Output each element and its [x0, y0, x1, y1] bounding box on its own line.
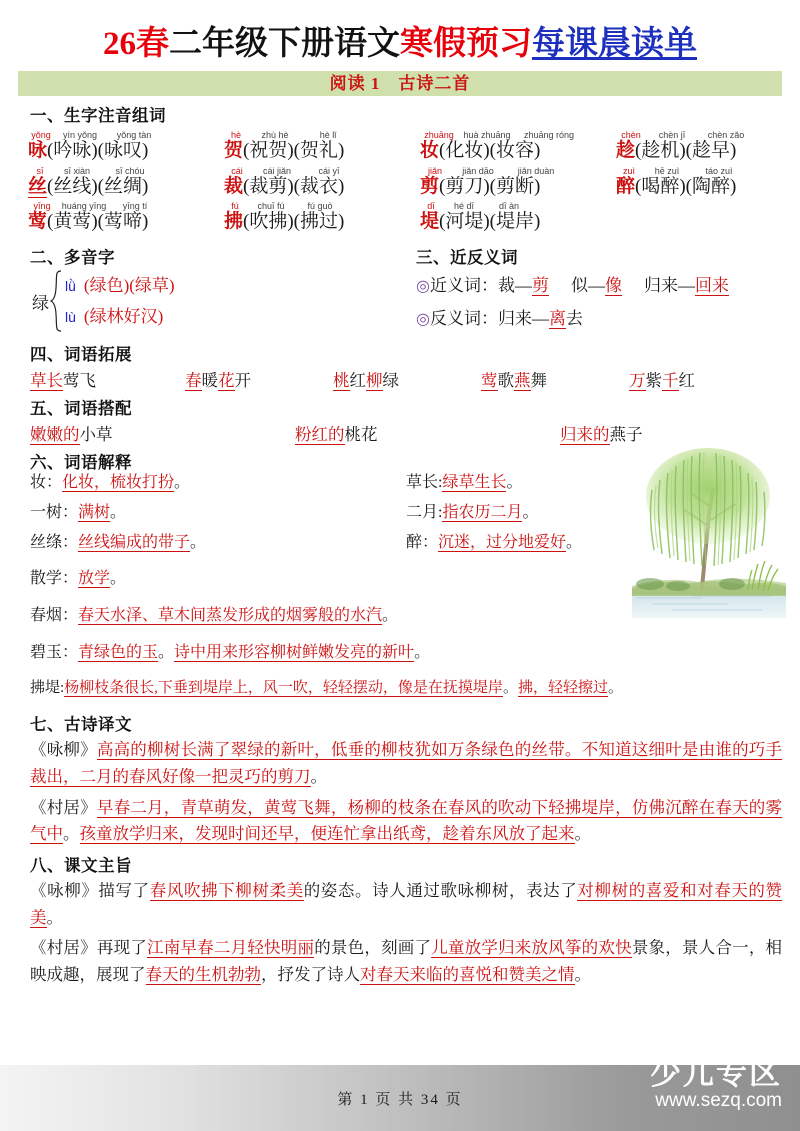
theme-period: 。 — [46, 907, 63, 927]
translation-text: 高高的柳树长满了翠绿的新叶，低垂的柳枝犹如万条绿色的丝带。不知道这细叶是由谁的巧手裁出，二月的春风好像一把灵巧的剪刀 — [30, 740, 783, 786]
page-number: 第 1 页 共 34 页 — [337, 1092, 463, 1108]
pinyin-word2: hè lǐ — [319, 130, 337, 141]
translation-text: 早春二月，青草萌发，黄莺飞舞，杨柳的枝条在春风的吹动下轻拂堤岸，仿佛沉醉在春天的雾气中 — [30, 797, 783, 844]
polyphone-group — [32, 270, 410, 332]
hanzi-line — [224, 140, 420, 161]
section-heading-7: 七、古诗译文 — [30, 716, 132, 735]
head-char: 拂 — [224, 210, 244, 232]
pinyin-word1: yín yǒng — [62, 130, 98, 141]
pinyin-word1: huà zhuāng — [463, 130, 511, 141]
definition-item — [30, 565, 782, 588]
pinyin-row — [28, 128, 782, 161]
pinyin-word1: cái jiǎn — [262, 165, 291, 176]
pinyin-word1: chuī fú — [257, 200, 285, 211]
definition-period: 。 — [522, 504, 539, 522]
collocation-item — [560, 421, 643, 445]
definition-item — [30, 676, 782, 697]
pinyin-head: hè — [230, 130, 241, 141]
theme-text: 的景色，刻画了 — [314, 938, 432, 958]
hanzi-line — [420, 140, 616, 161]
collocation-list — [30, 421, 782, 445]
idiom-part-red2: 千 — [662, 371, 679, 391]
definition-text: 满树 — [78, 504, 111, 522]
hanzi-line — [28, 211, 224, 232]
word1: (趁机) — [635, 140, 686, 162]
hanzi-line — [28, 140, 224, 161]
idiom-part-red2: 花 — [218, 371, 235, 391]
pinyin-word2: chèn zǎo — [707, 130, 745, 141]
pinyin-head: zuì — [622, 165, 635, 176]
word2: (莺啼) — [97, 210, 149, 232]
idiom-part-black2: 开 — [234, 371, 251, 391]
idiom-part-black2: 舞 — [530, 371, 547, 391]
translation-paragraph — [30, 795, 782, 848]
pinyin-word2: jiǎn duàn — [517, 165, 555, 176]
synonym-a: 似 — [570, 276, 588, 296]
idiom-item — [185, 367, 333, 391]
idiom-part-red2: 燕 — [514, 371, 531, 391]
pinyin-head: cái — [231, 165, 243, 176]
pinyin-word2: dī àn — [498, 200, 520, 211]
theme-text: 景象，景人合一，相映成趣，展现了 — [30, 938, 783, 985]
word2: (拂过) — [293, 210, 345, 232]
poem-title: 《村居》 — [30, 938, 97, 958]
pinyin-line — [224, 164, 420, 176]
definition-item — [406, 535, 782, 551]
title-part-grade: 二年级下册语文 — [169, 26, 400, 62]
definition-term: 拂堤: — [30, 680, 65, 697]
collocation-item — [295, 421, 560, 445]
definition-item — [30, 475, 406, 491]
lesson-banner: 阅读 1 古诗二首 — [18, 71, 782, 96]
definition-term: 丝绦： — [30, 534, 79, 552]
head-char: 剪 — [420, 175, 440, 197]
pinyin-head: sī — [36, 165, 44, 176]
translation-period: 。 — [63, 824, 80, 844]
definition-term: 一树： — [30, 504, 79, 522]
idiom-item — [481, 367, 629, 391]
synonym-row: ◎近义词：裁—剪 似—像 归来—回来 — [416, 276, 729, 296]
word2: (贺礼) — [293, 140, 345, 162]
pinyin-line — [224, 128, 420, 140]
pinyin-word2: fú guò — [307, 200, 333, 211]
hanzi-line — [616, 140, 754, 161]
head-char: 醉 — [616, 175, 636, 197]
hanzi-line — [616, 176, 746, 197]
definition-item — [406, 505, 782, 521]
definition-term: 草长: — [406, 474, 443, 492]
word2: (咏叹) — [97, 140, 149, 162]
theme-text: 再现了 — [96, 938, 148, 958]
pinyin-word2: sī chóu — [115, 165, 145, 176]
definition-period: 。 — [190, 534, 207, 552]
polyphone-words: (绿林好汉) — [83, 307, 164, 327]
antonym-a: 归来 — [497, 309, 532, 329]
synonym-a: 裁 — [497, 276, 515, 296]
synonym-b: 像 — [604, 276, 622, 296]
idiom-part-red: 莺 — [481, 371, 498, 391]
section-heading-2: 二、多音字 — [30, 249, 115, 268]
pinyin-item — [224, 128, 420, 161]
word2: (裁衣) — [293, 175, 345, 197]
section-heading-4: 四、词语拓展 — [30, 346, 132, 365]
theme-period: 。 — [574, 965, 591, 985]
poem-title: 《咏柳》 — [30, 740, 97, 760]
collocation-modifier: 粉红的 — [295, 425, 345, 445]
head-char: 莺 — [28, 210, 48, 232]
idiom-item — [629, 367, 695, 391]
pinyin-head: chèn — [621, 130, 641, 141]
head-char: 裁 — [224, 175, 244, 197]
word2: (陶醉) — [685, 175, 737, 197]
definition-text: 青绿色的玉 — [78, 644, 159, 662]
page-title — [0, 0, 800, 62]
polyphone-entry — [65, 270, 175, 301]
synonym-b: 回来 — [694, 276, 729, 296]
word2: (妆容) — [489, 140, 541, 162]
pinyin-item — [28, 128, 224, 161]
word1: (吟咏) — [47, 140, 98, 162]
definition-item — [406, 475, 782, 491]
pinyin-item — [616, 164, 746, 197]
word1: (喝醉) — [635, 175, 686, 197]
idiom-part-black: 歌 — [497, 371, 514, 391]
head-char: 丝 — [28, 175, 48, 197]
theme-paragraph — [30, 935, 782, 988]
pinyin-line — [420, 128, 616, 140]
pinyin-item — [224, 199, 420, 232]
hanzi-line — [420, 176, 616, 197]
pinyin-row — [28, 164, 782, 197]
pinyin-item — [616, 128, 754, 161]
pinyin-item — [420, 128, 616, 161]
word1: (丝线) — [47, 175, 98, 197]
definition-text: 丝线编成的带子 — [78, 534, 191, 552]
definition-text: 沉迷，过分地爱好 — [438, 534, 567, 552]
pinyin-head: fú — [231, 200, 239, 211]
pinyin-word1: huáng yīng — [61, 200, 107, 211]
definition-period-2: 。 — [414, 644, 431, 662]
synonym-label: 近义词： — [429, 276, 498, 296]
collocation-noun: 桃花 — [344, 425, 378, 445]
definition-period: 。 — [158, 644, 175, 662]
definition-period: 。 — [506, 474, 523, 492]
collocation-noun: 小草 — [79, 425, 113, 445]
theme-highlight: 春风吹拂下柳树柔美 — [149, 880, 304, 900]
definition-text: 化妆，梳妆打扮 — [62, 474, 175, 492]
section-heading-1: 一、生字注音组词 — [30, 107, 166, 126]
bullet-icon: ◎ — [416, 311, 430, 329]
idiom-part-black2: 绿 — [382, 371, 399, 391]
word2: (丝绸) — [97, 175, 149, 197]
pinyin-line — [420, 164, 616, 176]
definition-period: 。 — [110, 570, 127, 588]
pinyin-word1: jiǎn dāo — [462, 165, 494, 176]
pinyin-line — [28, 199, 224, 211]
polyphone-words: (绿色)(绿草) — [83, 276, 175, 296]
pinyin-head: yǒng — [31, 130, 51, 141]
word2: (剪断) — [489, 175, 541, 197]
section-heading-5: 五、词语搭配 — [30, 400, 132, 419]
word1: (裁剪) — [243, 175, 294, 197]
theme-text: ，抒发了诗人 — [261, 965, 360, 985]
definition-text-2: 诗中用来形容柳树鲜嫩发亮的新叶 — [174, 644, 415, 662]
definition-text: 杨柳枝条很长,下垂到堤岸上，风一吹，轻轻摆动，像是在抚摸堤岸 — [64, 680, 503, 697]
word1: (化妆) — [439, 140, 490, 162]
pinyin-line — [616, 164, 746, 176]
pinyin-word1: hé dī — [453, 200, 475, 211]
idiom-part-black: 红 — [349, 371, 366, 391]
pinyin-word2: yīng tí — [122, 200, 148, 211]
watermark-url: www.sezq.com — [655, 1090, 782, 1112]
theme-paragraph — [30, 878, 782, 931]
word2: (趁早) — [685, 140, 737, 162]
brace-icon — [50, 270, 63, 332]
word1: (河堤) — [439, 210, 490, 232]
definition-period: 。 — [502, 680, 518, 697]
idiom-part-red: 春 — [185, 371, 202, 391]
pinyin-word2: táo zuì — [705, 165, 733, 176]
definition-term: 春烟： — [30, 607, 79, 625]
polyphone-pinyin: lù — [65, 309, 76, 326]
word2: (堤岸) — [489, 210, 541, 232]
head-char: 堤 — [420, 210, 440, 232]
title-part-year: 26春 — [103, 26, 169, 62]
word1: (祝贺) — [243, 140, 294, 162]
hanzi-line — [420, 211, 540, 232]
polyphone-entry — [65, 301, 175, 332]
collocation-modifier: 嫩嫩的 — [30, 425, 80, 445]
definition-item — [30, 639, 782, 662]
collocation-modifier: 归来的 — [560, 425, 610, 445]
pinyin-word2: zhuāng róng — [523, 130, 575, 141]
idiom-part-red: 草长 — [30, 371, 63, 391]
definition-text-2: 拂，轻轻擦过 — [517, 680, 608, 697]
pinyin-line — [28, 164, 224, 176]
pinyin-item — [420, 164, 616, 197]
section-heading-3: 三、近反义词 — [416, 249, 518, 268]
translation-period: 。 — [310, 766, 327, 786]
pinyin-word1: zhù hè — [261, 130, 289, 141]
antonym-row: ◎反义词：归来—离去 — [416, 309, 583, 329]
pinyin-word1: sī xiàn — [63, 165, 90, 176]
translation-paragraph — [30, 737, 782, 790]
definition-text: 放学 — [78, 570, 111, 588]
pinyin-word2: cái yī — [318, 165, 340, 176]
idiom-part-red: 桃 — [333, 371, 350, 391]
collocation-noun: 燕子 — [609, 425, 643, 445]
definition-period-2: 。 — [607, 680, 623, 697]
idiom-part-black: 莺飞 — [63, 371, 96, 391]
pinyin-item — [28, 164, 224, 197]
synonym-b: 剪 — [531, 276, 549, 296]
idiom-part-red2: 柳 — [366, 371, 383, 391]
poem-title: 《村居》 — [30, 797, 97, 817]
pinyin-word2: yǒng tàn — [116, 130, 152, 141]
idiom-item — [30, 367, 185, 391]
poem-title: 《咏柳》 — [30, 880, 99, 900]
definition-period: 。 — [566, 534, 583, 552]
polyphone-pinyin: lǜ — [65, 278, 76, 295]
pinyin-word1: chèn jī — [658, 130, 686, 141]
pinyin-item — [28, 199, 224, 232]
pinyin-line — [616, 128, 754, 140]
antonym-b: 离 — [548, 309, 566, 329]
pinyin-row — [28, 199, 782, 232]
pinyin-word1: hē zuì — [654, 165, 680, 176]
definition-term: 二月: — [406, 504, 443, 522]
section-heading-8: 八、课文主旨 — [30, 856, 132, 875]
definition-period: 。 — [382, 607, 399, 625]
pinyin-item — [224, 164, 420, 197]
pinyin-line — [420, 199, 540, 211]
collocation-item — [30, 421, 295, 445]
idiom-part-black2: 红 — [678, 371, 695, 391]
watermark-brand: 少儿专区 — [650, 1056, 782, 1092]
hanzi-line — [224, 211, 420, 232]
translation-period-2: 。 — [574, 824, 591, 844]
bullet-icon: ◎ — [416, 278, 430, 296]
theme-highlight: 对柳树的喜爱和对春天的赞美 — [30, 880, 783, 927]
idiom-part-black: 紫 — [645, 371, 662, 391]
head-char: 咏 — [28, 140, 48, 162]
hanzi-line — [224, 176, 420, 197]
antonym-label: 反义词： — [429, 309, 498, 329]
polyphone-char: 绿 — [32, 293, 49, 313]
pinyin-item — [420, 199, 540, 232]
word-expansion-list — [30, 367, 782, 391]
theme-highlight: 对春天来临的喜悦和赞美之情 — [360, 965, 575, 985]
word1: (黄莺) — [47, 210, 98, 232]
definition-text: 绿草生长 — [442, 474, 507, 492]
word1: (吹拂) — [243, 210, 294, 232]
title-part-topic: 寒假预习 — [400, 26, 532, 62]
pinyin-line — [224, 199, 420, 211]
definition-text: 春天水泽、草木间蒸发形成的烟雾般的水汽 — [78, 607, 383, 625]
head-char: 趁 — [616, 140, 636, 162]
pinyin-head: yīng — [33, 200, 51, 211]
definition-term: 妆： — [30, 474, 63, 492]
definition-period: 。 — [174, 474, 191, 492]
definition-text: 指农历二月 — [442, 504, 523, 522]
word1: (剪刀) — [439, 175, 490, 197]
head-char: 贺 — [224, 140, 244, 162]
definition-item — [30, 505, 406, 521]
theme-text: 的姿态。诗人通过歌咏柳树，表达了 — [303, 880, 578, 900]
pinyin-head: zhuāng — [424, 130, 454, 141]
synonym-a: 归来 — [643, 276, 678, 296]
hanzi-line — [28, 176, 224, 197]
definition-item — [30, 602, 782, 625]
theme-text: 描写了 — [98, 880, 150, 900]
pinyin-head: dī — [427, 200, 435, 211]
theme-highlight: 儿童放学归来放风筝的欢快 — [431, 938, 632, 958]
section-heading-6: 六、词语解释 — [30, 454, 132, 473]
definition-row — [30, 475, 782, 565]
pinyin-head: jiǎn — [427, 165, 442, 176]
definition-term: 碧玉： — [30, 644, 79, 662]
antonym-tail: 去 — [565, 309, 583, 329]
head-char: 妆 — [420, 140, 440, 162]
definition-item — [30, 535, 406, 551]
idiom-part-black: 暖 — [201, 371, 218, 391]
definition-term: 散学： — [30, 570, 79, 588]
theme-highlight: 江南早春二月轻快明丽 — [147, 938, 315, 958]
idiom-item — [333, 367, 481, 391]
translation-text-2: 孩童放学归来，发现时间还早，便连忙拿出纸鸢，趁着东风放了起来 — [79, 824, 575, 844]
definition-term: 醉： — [406, 534, 439, 552]
watermark — [650, 1058, 782, 1113]
title-part-series: 每课晨读单 — [532, 26, 697, 62]
idiom-part-red: 万 — [629, 371, 646, 391]
definition-period: 。 — [110, 504, 127, 522]
pinyin-line — [28, 128, 224, 140]
theme-highlight: 春天的生机勃勃 — [145, 965, 261, 985]
